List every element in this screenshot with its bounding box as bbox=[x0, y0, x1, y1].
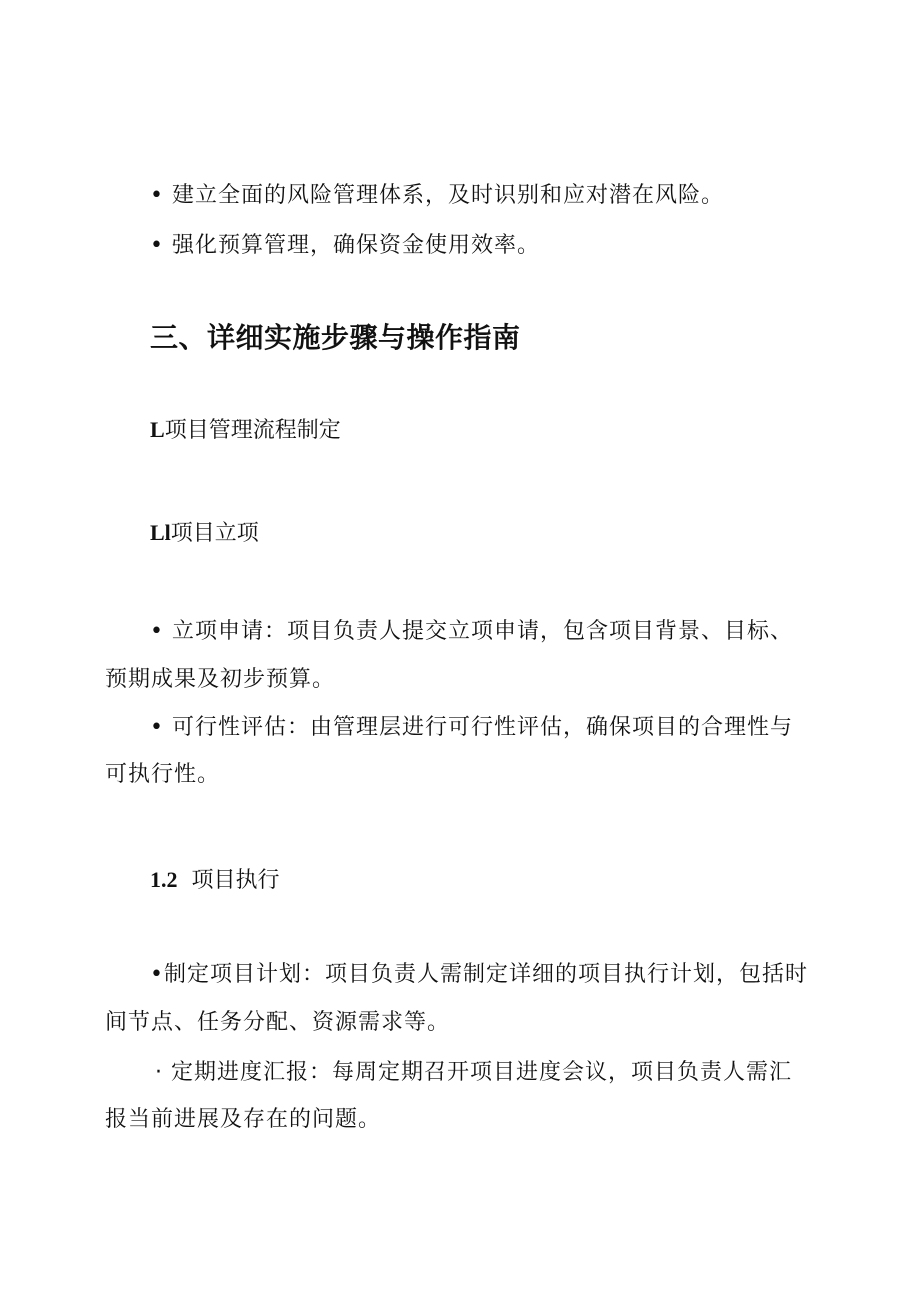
item-1-2-number: 1.2 bbox=[150, 867, 178, 892]
project-plan-bullet: •制定项目计划：项目负责人需制定详细的项目执行计划，包括时 bbox=[150, 962, 808, 987]
budget-management-bullet: • 强化预算管理，确保资金使用效率。 bbox=[150, 233, 540, 258]
item-1-1-title: 项目立项 bbox=[170, 521, 259, 546]
subsection-heading bbox=[150, 416, 341, 445]
risk-management-bullet: • 建立全面的风险管理体系，及时识别和应对潜在风险。 bbox=[150, 183, 724, 208]
item-1-2-title: 项目执行 bbox=[191, 868, 280, 893]
item-1-2-heading bbox=[150, 866, 280, 895]
project-application-continuation: 预期成果及初步预算。 bbox=[105, 667, 336, 692]
feasibility-bullet: • 可行性评估：由管理层进行可行性评估，确保项目的合理性与 bbox=[150, 715, 793, 740]
item-1-1-heading bbox=[150, 519, 259, 548]
progress-report-bullet: · 定期进度汇报：每周定期召开项目进度会议，项目负责人需汇 bbox=[155, 1060, 792, 1085]
section-heading: 三、详细实施步骤与操作指南 bbox=[150, 321, 521, 354]
progress-report-continuation: 报当前进展及存在的问题。 bbox=[105, 1107, 382, 1132]
subsection-title: 项目管理流程制定 bbox=[164, 418, 341, 443]
feasibility-continuation: 可执行性。 bbox=[105, 762, 221, 787]
item-1-1-number: Ll bbox=[150, 520, 171, 545]
project-plan-continuation: 间节点、任务分配、资源需求等。 bbox=[105, 1010, 451, 1035]
project-application-bullet: • 立项申请：项目负责人提交立项申请，包含项目背景、目标、 bbox=[150, 619, 793, 644]
subsection-number: L bbox=[150, 417, 165, 442]
